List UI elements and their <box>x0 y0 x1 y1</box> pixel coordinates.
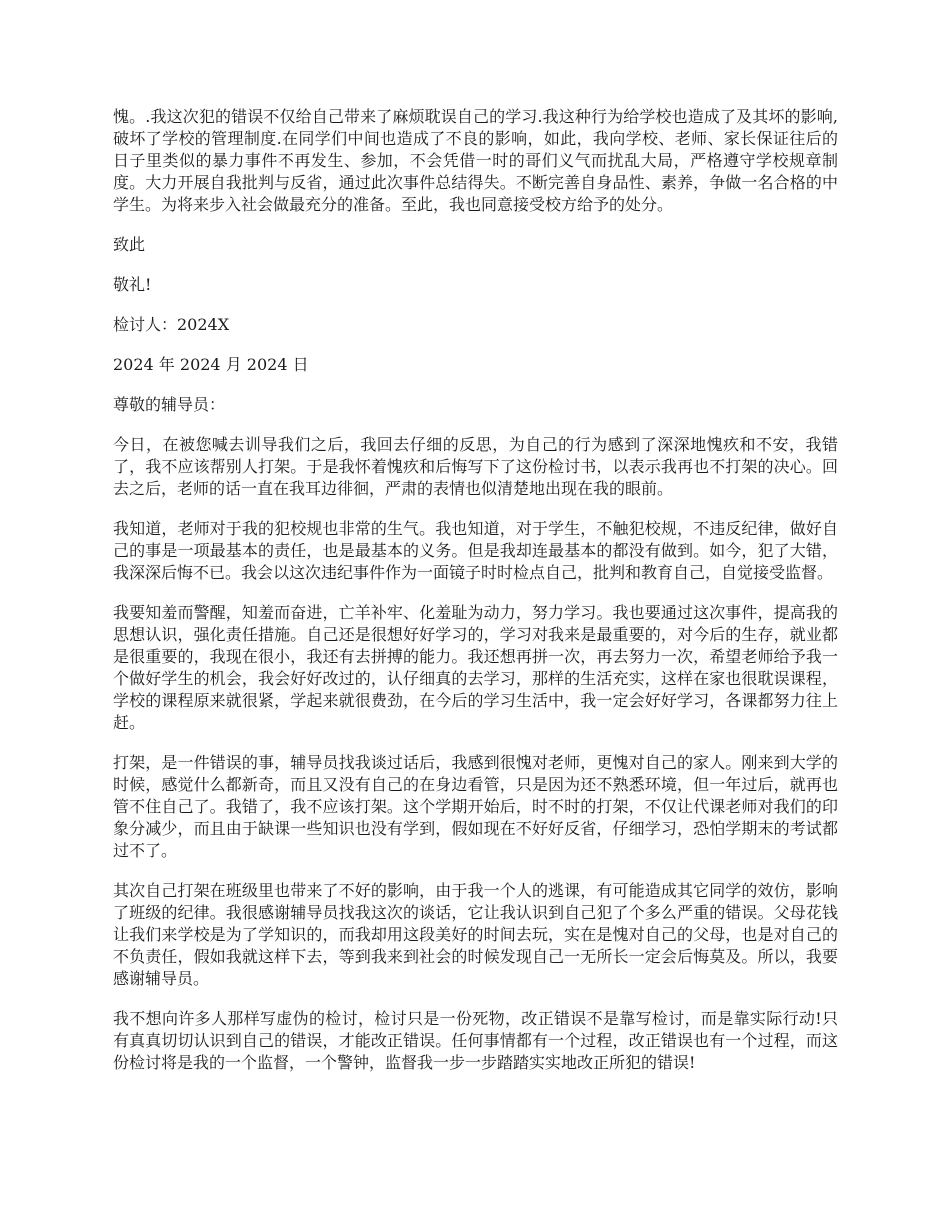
salutation: 尊敬的辅导员： <box>113 395 226 414</box>
paragraph-2: 今日，在被您喊去训导我们之后，我回去仔细的反思，为自己的行为感到了深深地愧疚和不安，我错了，我不应该帮别人打架。于是我怀着愧疚和后悔写下了这份检讨书，以表示我再也不打架的决心。回去之后，老师的话一直在我耳边徘徊，严肃的表情也似清楚地出现在我的眼前。 <box>113 435 838 498</box>
closing-line-1: 致此 <box>113 235 146 254</box>
closing-line-2: 敬礼! <box>113 275 152 294</box>
paragraph-7: 我不想向许多人那样写虚伪的检讨，检讨只是一份死物，改正错误不是靠写检讨，而是靠实际行动!只有真真切切认识到自己的错误，才能改正错误。任何事情都有一个过程，改正错误也有一个过程，而这份检讨将是我的一个监督，一个警钟，监督我一步一步踏踏实实地改正所犯的错误! <box>113 1009 838 1072</box>
paragraph-6: 其次自己打架在班级里也带来了不好的影响，由于我一个人的逃课，有可能造成其它同学的效仿，影响了班级的纪律。我很感谢辅导员找我这次的谈话，它让我认识到自己犯了个多么严重的错误。父母花钱让我们来学校是为了学知识的，而我却用这段美好的时间去玩，实在是愧对自己的父母，也是对自己的不负责任，假如我就这样下去，等到我来到社会的时候发现自己一无所长一定会后悔莫及。所以，我要感谢辅导员。 <box>113 881 838 988</box>
date: 2024 年 2024 月 2024 日 <box>113 355 309 374</box>
paragraph-4: 我要知羞而警醒，知羞而奋进，亡羊补牢、化羞耻为动力，努力学习。我也要通过这次事件，提高我的思想认识，强化责任措施。自己还是很想好好学习的，学习对我来是最重要的，对今后的生存，就业都是很重要的，我现在很小，我还有去拼搏的能力。我还想再拼一次，再去努力一次，希望老师给予我一个做好学生的机会，我会好好改过的，认仔细真的去学习，那样的生活充实，这样在家也很耽误课程，学校的课程原来就很紧，学起来就很费劲，在今后的学习生活中，我一定会好好学习，各课都努力往上赶。 <box>113 603 838 732</box>
document-body <box>113 106 838 1092</box>
paragraph-5: 打架，是一件错误的事，辅导员找我谈过话后，我感到很愧对老师，更愧对自己的家人。刚来到大学的时候，感觉什么都新奇，而且又没有自己的在身边看管，只是因为还不熟悉环境，但一年过后，就再也管不住自己了。我错了，我不应该打架。这个学期开始后，时不时的打架，不仅让代课老师对我们的印象分减少，而且由于缺课一些知识也没有学到，假如现在不好好反省，仔细学习，恐怕学期末的考试都过不了。 <box>113 753 838 860</box>
signature: 检讨人：2024X <box>113 315 230 334</box>
paragraph-3: 我知道，老师对于我的犯校规也非常的生气。我也知道，对于学生，不触犯校规，不违反纪律，做好自己的事是一项最基本的责任，也是最基本的义务。但是我却连最基本的都没有做到。如今，犯了大错，我深深后悔不已。我会以这次违纪事件作为一面镜子时时检点自己，批判和教育自己，自觉接受监督。 <box>113 519 838 582</box>
paragraph-1: 愧。.我这次犯的错误不仅给自己带来了麻烦耽误自己的学习.我这种行为给学校也造成了及其坏的影响,破坏了学校的管理制度.在同学们中间也造成了不良的影响，如此，我向学校、老师、家长保证往后的日子里类似的暴力事件不再发生、参加，不会凭借一时的哥们义气而扰乱大局，严格遵守学校规章制度。大力开展自我批判与反省，通过此次事件总结得失。不断完善自身品性、素养，争做一名合格的中学生。为将来步入社会做最充分的准备。至此，我也同意接受校方给予的处分。 <box>113 107 838 214</box>
